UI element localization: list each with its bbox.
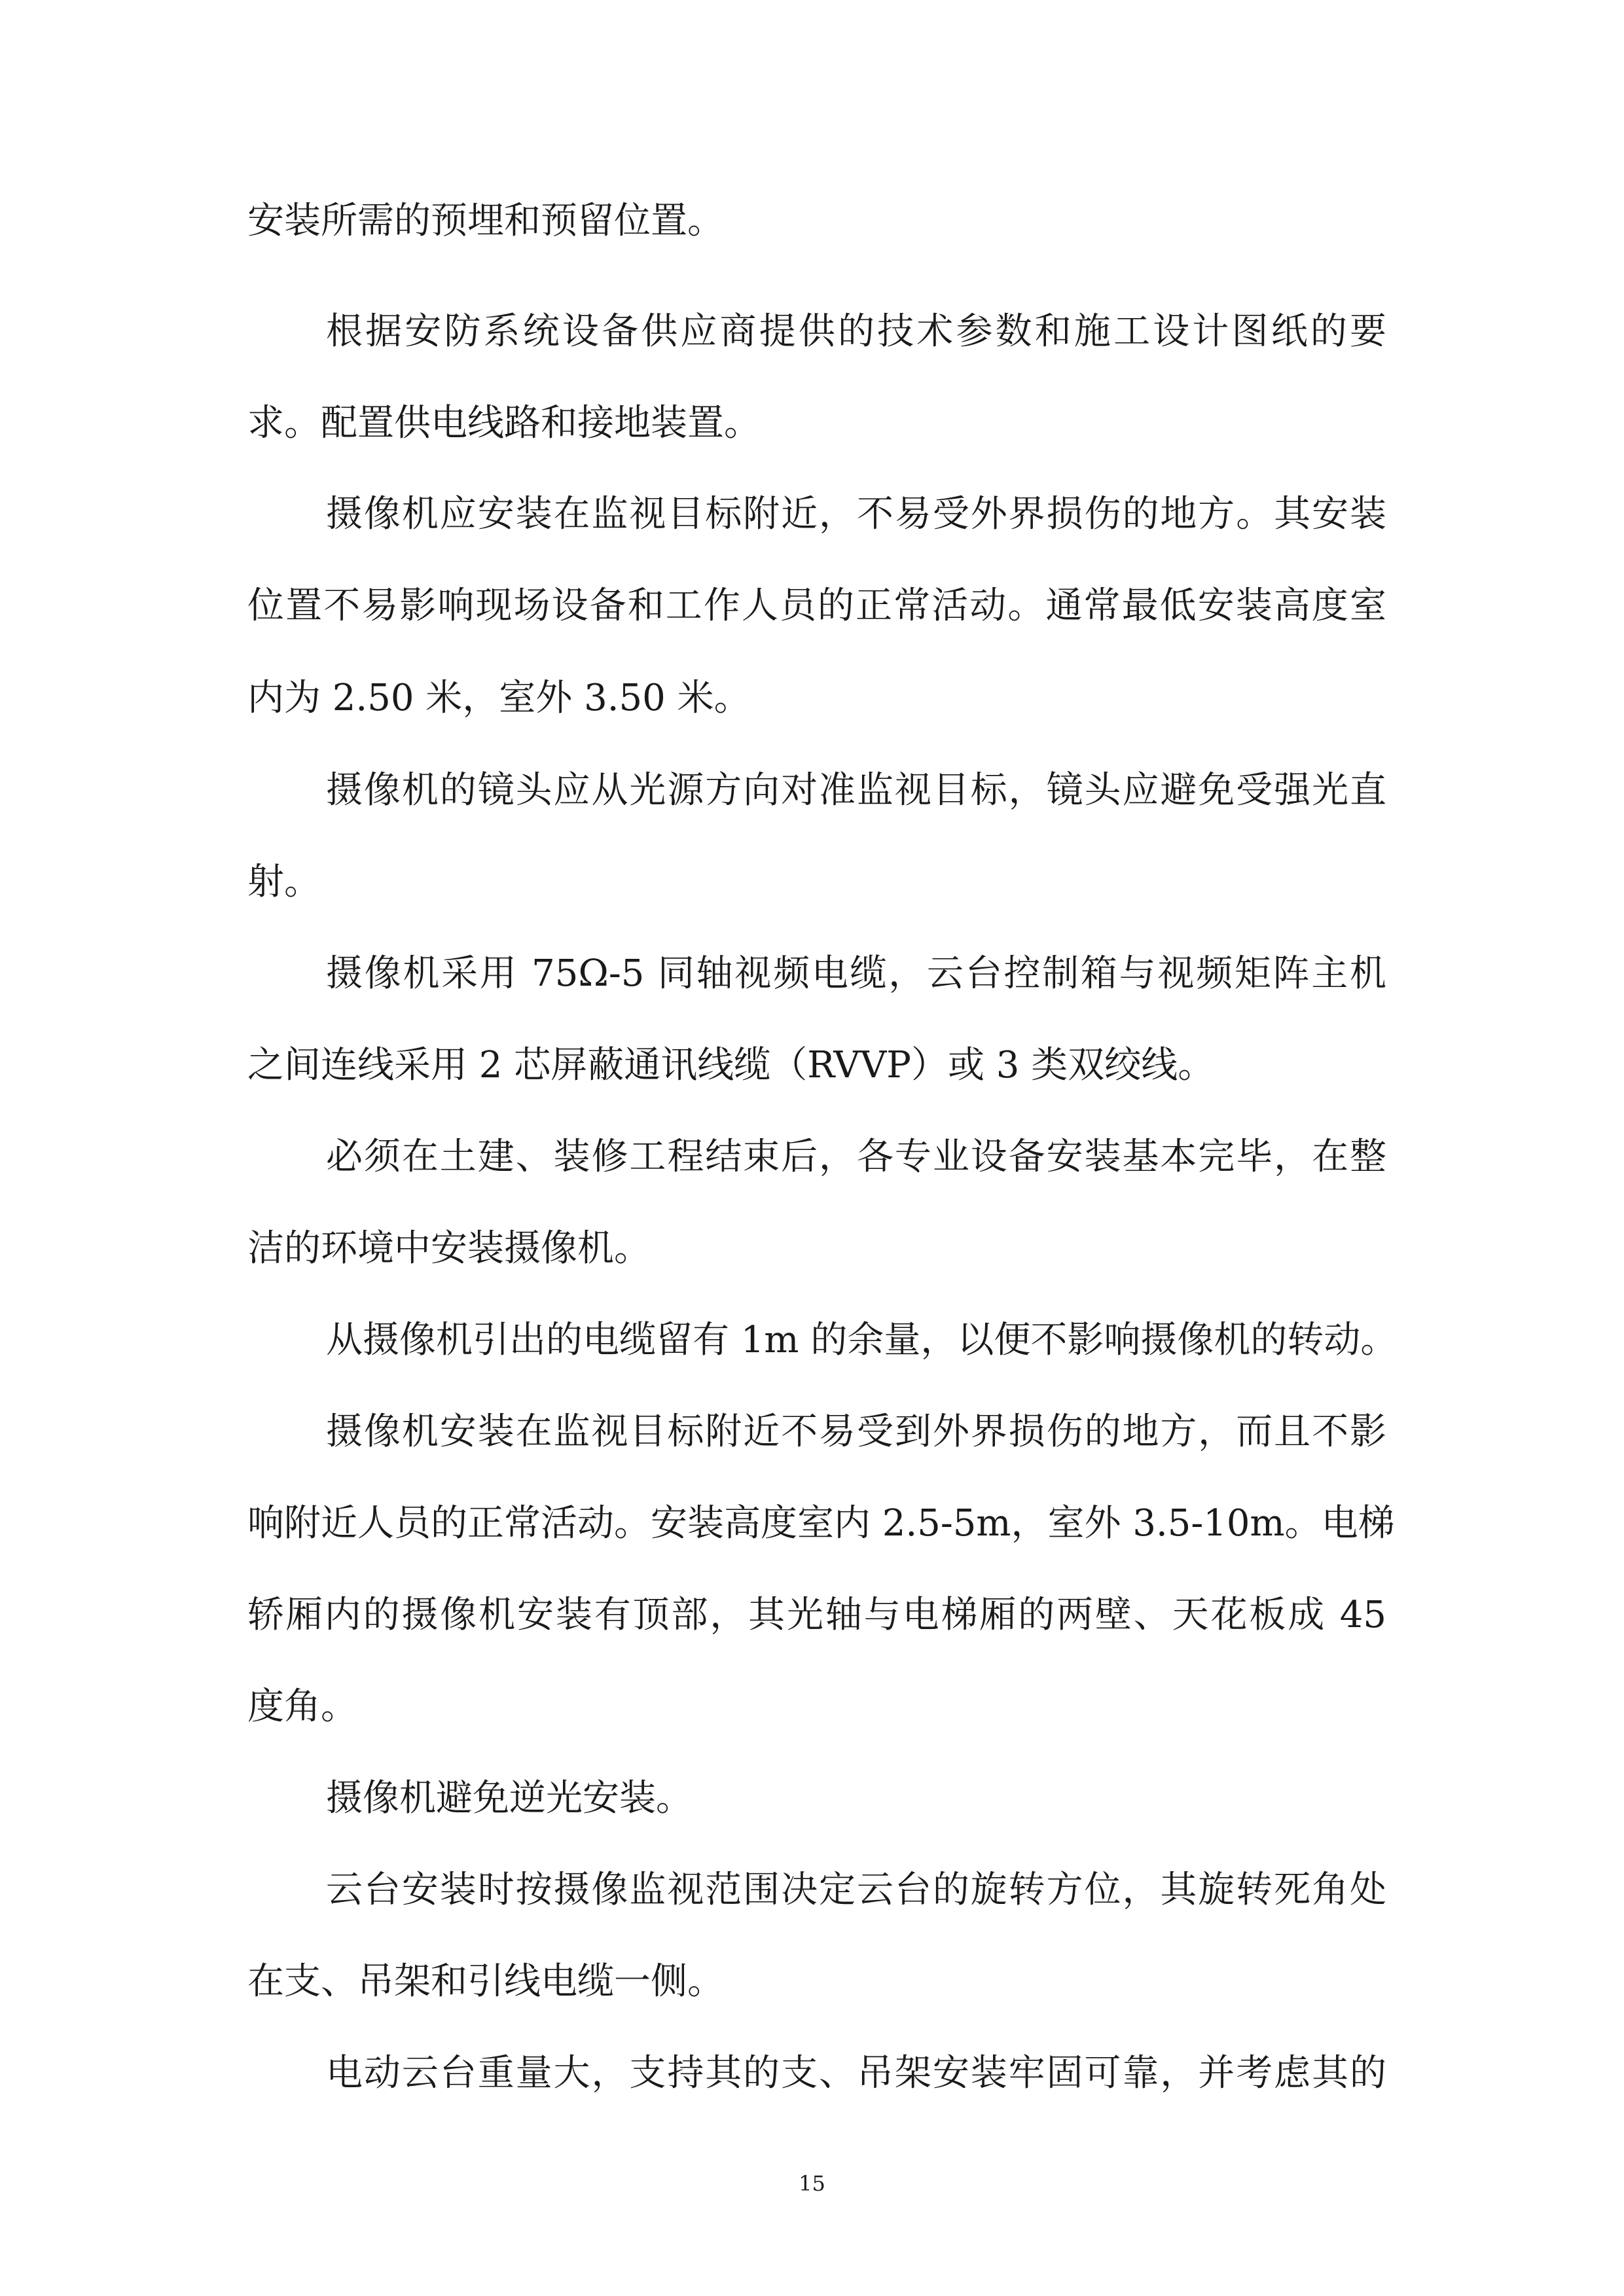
text-line-18: 摄像机避免逆光安装。 (326, 1777, 693, 1820)
page-number: 15 (799, 2171, 825, 2196)
text-line-2: 根据安防系统设备供应商提供的技术参数和施工设计图纸的要 (326, 310, 1386, 353)
text-line-13: 从摄像机引出的电缆留有 1m 的余量，以便不影响摄像机的转动。 (326, 1319, 1398, 1361)
text-line-12: 洁的环境中安装摄像机。 (247, 1227, 651, 1270)
text-line-19: 云台安装时按摄像监视范围决定云台的旋转方位，其旋转死角处 (326, 1869, 1386, 1911)
text-line-11: 必须在土建、装修工程结束后，各专业设备安装基本完毕，在整 (326, 1136, 1386, 1178)
text-line-21: 电动云台重量大，支持其的支、吊架安装牢固可靠，并考虑其的 (326, 2052, 1386, 2094)
text-line-14: 摄像机安装在监视目标附近不易受到外界损伤的地方，而且不影 (326, 1410, 1386, 1453)
text-line-4: 摄像机应安装在监视目标附近，不易受外界损伤的地方。其安装 (326, 493, 1386, 535)
text-line-15: 响附近人员的正常活动。安装高度室内 2.5-5m，室外 3.5-10m。电梯 (247, 1502, 1395, 1545)
text-line-3: 求。配置供电线路和接地装置。 (247, 402, 761, 444)
text-line-8: 射。 (247, 861, 321, 903)
text-line-20: 在支、吊架和引线电缆一侧。 (247, 1960, 724, 2003)
text-line-6: 内为 2.50 米，室外 3.50 米。 (247, 677, 751, 719)
text-line-5: 位置不易影响现场设备和工作人员的正常活动。通常最低安装高度室 (247, 584, 1386, 627)
text-line-7: 摄像机的镜头应从光源方向对准监视目标，镜头应避免受强光直 (326, 769, 1386, 812)
text-line-16: 轿厢内的摄像机安装有顶部，其光轴与电梯厢的两壁、天花板成 45 (247, 1594, 1386, 1636)
text-line-1: 安装所需的预埋和预留位置。 (247, 200, 724, 242)
text-line-10: 之间连线采用 2 芯屏蔽通讯线缆（RVVP）或 3 类双绞线。 (247, 1044, 1215, 1086)
text-line-9: 摄像机采用 75Ω-5 同轴视频电缆，云台控制箱与视频矩阵主机 (326, 952, 1386, 995)
text-line-17: 度角。 (247, 1685, 357, 1728)
